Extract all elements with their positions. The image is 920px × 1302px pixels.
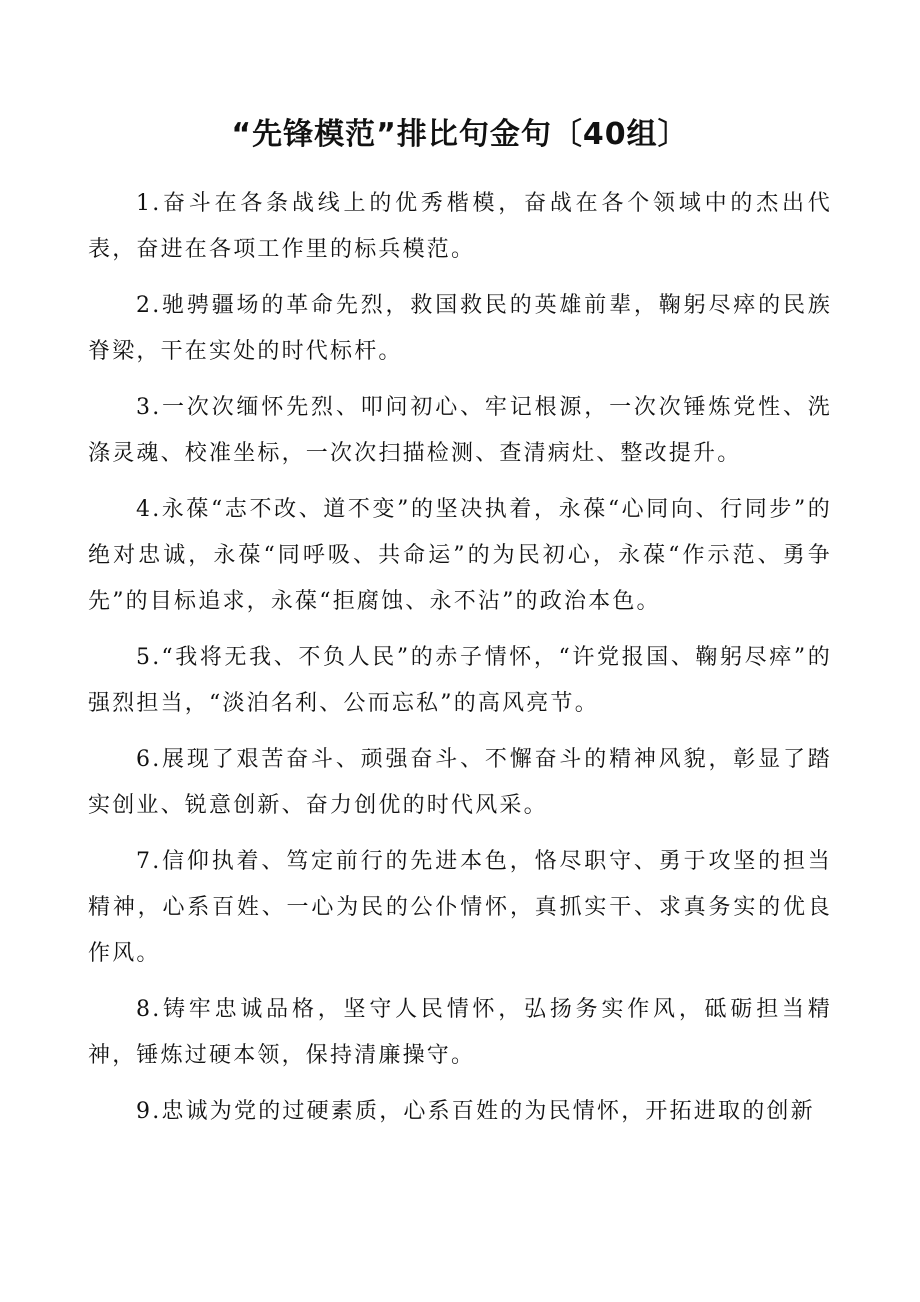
paragraph-6: 6.展现了艰苦奋斗、顽强奋斗、不懈奋斗的精神风貌，彰显了踏实创业、锐意创新、奋力创优的时代风采。 [88, 747, 832, 818]
paragraph-5: 5.“我将无我、不负人民”的赤子情怀，“许党报国、鞠躬尽瘁”的强烈担当，“淡泊名利、公而忘私”的高风亮节。 [88, 645, 832, 716]
paragraph-1: 1.奋斗在各条战线上的优秀楷模，奋战在各个领域中的杰出代表，奋进在各项工作里的标兵模范。 [88, 191, 832, 262]
paragraph-4: 4.永葆“志不改、道不变”的坚决执着，永葆“心同向、行同步”的绝对忠诚，永葆“同呼吸、共命运”的为民初心，永葆“作示范、勇争先”的目标追求，永葆“拒腐蚀、永不沾”的政治本色。 [88, 497, 832, 614]
paragraph-3: 3.一次次缅怀先烈、叩问初心、牢记根源，一次次锤炼党性、洗涤灵魂、校准坐标，一次次扫描检测、查清病灶、整改提升。 [88, 395, 832, 466]
document-body [88, 181, 832, 1145]
paragraph-7: 7.信仰执着、笃定前行的先进本色，恪尽职守、勇于攻坚的担当精神，心系百姓、一心为民的公仆情怀，真抓实干、求真务实的优良作风。 [88, 849, 832, 966]
paragraph-8: 8.铸牢忠诚品格，坚守人民情怀，弘扬务实作风，砥砺担当精神，锤炼过硬本领，保持清廉操守。 [88, 997, 832, 1068]
paragraph-2: 2.驰骋疆场的革命先烈，救国救民的英雄前辈，鞠躬尽瘁的民族脊梁，干在实处的时代标杆。 [88, 293, 832, 364]
document-title: “先锋模范”排比句金句〔40组〕 [231, 117, 689, 152]
paragraph-9: 9.忠诚为党的过硬素质，心系百姓的为民情怀，开拓进取的创新 [136, 1099, 815, 1124]
